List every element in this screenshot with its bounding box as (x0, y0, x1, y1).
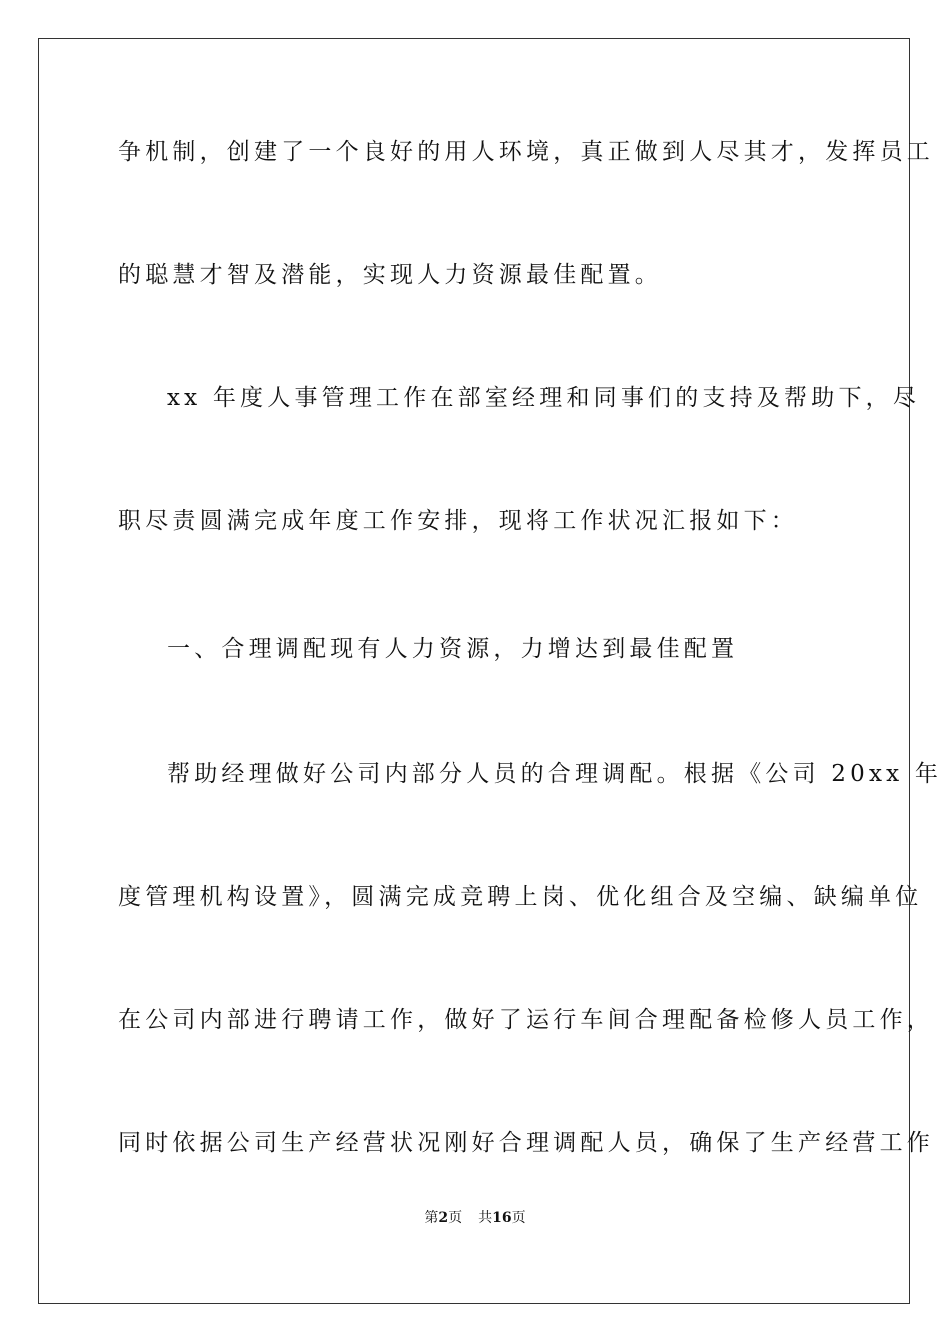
total-pages: 16 (492, 1210, 512, 1226)
total-prefix: 共 (478, 1210, 493, 1226)
paragraph-line: 在公司内部进行聘请工作，做好了运行车间合理配备检修人员工作， (118, 1007, 934, 1033)
page-number: 2 (438, 1210, 449, 1226)
paragraph-line: 职尽责圆满完成年度工作安排，现将工作状况汇报如下： (118, 508, 798, 534)
section-heading: 一、合理调配现有人力资源，力增达到最佳配置 (167, 636, 739, 662)
page-footer (0, 1207, 950, 1227)
paragraph-line: 帮助经理做好公司内部分人员的合理调配。根据《公司 20xx 年 (167, 761, 943, 787)
paragraph-line: xx 年度人事管理工作在部室经理和同事们的支持及帮助下，尽 (167, 385, 921, 411)
paragraph-line: 度管理机构设置》，圆满完成竞聘上岗、优化组合及空编、缺编单位 (118, 884, 923, 910)
total-suffix: 页 (511, 1210, 526, 1226)
page-suffix: 页 (448, 1210, 463, 1226)
paragraph-line: 争机制，创建了一个良好的用人环境，真正做到人尽其才，发挥员工 (118, 139, 934, 165)
paragraph-line: 同时依据公司生产经营状况刚好合理调配人员，确保了生产经营工作 (118, 1130, 934, 1156)
paragraph-line: 的聪慧才智及潜能，实现人力资源最佳配置。 (118, 262, 662, 288)
page-prefix: 第 (424, 1210, 439, 1226)
document-page (38, 38, 943, 1304)
